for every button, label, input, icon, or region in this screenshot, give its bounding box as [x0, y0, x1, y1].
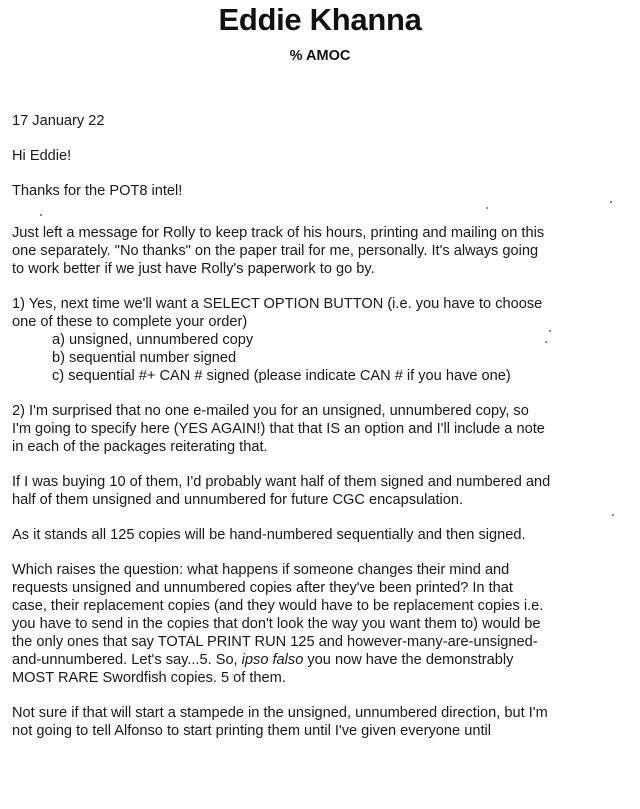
- letter-date: 17 January 22: [12, 113, 105, 129]
- paragraph-line: Which raises the question: what happens if someone changes their mind and: [12, 562, 510, 578]
- paragraph-select-option: [12, 295, 634, 385]
- paragraph-question: [12, 561, 634, 687]
- paragraph-surprised: [12, 402, 634, 456]
- italic-phrase: ipso falso: [241, 652, 304, 668]
- paragraph-line: requests unsigned and unnumbered copies after they've been printed? In that: [12, 580, 513, 596]
- paragraph-as-it-stands: [12, 526, 634, 544]
- paragraph-line: half of them unsigned and unnumbered for future CGC encapsulation.: [12, 492, 464, 508]
- option-item-a: a) unsigned, unnumbered copy: [52, 332, 254, 348]
- scan-speck: [610, 201, 612, 203]
- letter-body: [12, 112, 634, 757]
- text-run: and-unnumbered. Let's say...5. So,: [12, 652, 242, 668]
- paragraph-buying: [12, 473, 634, 509]
- letter-greeting: Hi Eddie!: [12, 148, 72, 164]
- paragraph-line: As it stands all 125 copies will be hand-numbered sequentially and then signed.: [12, 527, 526, 543]
- paragraph-line: in each of the packages reiterating that.: [12, 439, 268, 455]
- scan-speck: [545, 341, 547, 343]
- paragraph-line: Not sure if that will start a stampede in the unsigned, unnumbered direction, but I'm: [12, 705, 548, 721]
- paragraph-line: case, their replacement copies (and they would have to be replacement copies i.e.: [12, 598, 544, 614]
- paragraph-line: MOST RARE Swordfish copies. 5 of them.: [12, 670, 286, 686]
- paragraph-line: 2) I'm surprised that no one e-mailed you for an unsigned, unnumbered copy, so: [12, 403, 529, 419]
- paragraph-line: one separately. "No thanks" on the paper trail for me, personally. It's always going: [12, 243, 539, 259]
- paragraph-line: If I was buying 10 of them, I'd probably want half of them signed and numbered and: [12, 474, 551, 490]
- paragraph-line: one of these to complete your order): [12, 314, 248, 330]
- paragraph-line: the only ones that say TOTAL PRINT RUN 125 and however-many-are-unsigned-: [12, 634, 538, 650]
- paragraph-stampede: [12, 704, 634, 740]
- option-item-b: b) sequential number signed: [52, 350, 237, 366]
- scan-speck: [549, 330, 551, 332]
- scan-speck: [612, 514, 614, 516]
- paragraph-line: [12, 651, 634, 669]
- paragraph-line: I'm going to specify here (YES AGAIN!) that that IS an option and I'll include a note: [12, 421, 545, 437]
- text-run: you now have the demonstrably: [303, 652, 514, 668]
- letterhead-name: Eddie Khanna: [218, 2, 422, 37]
- paragraph-line: to work better if we just have Rolly's paperwork to go by.: [12, 261, 375, 277]
- paragraph-line: you have to send in the copies that don't look the way you want them to) would be: [12, 616, 541, 632]
- letter-thanks: Thanks for the POT8 intel!: [12, 183, 183, 199]
- option-item-c: c) sequential #+ CAN # signed (please indicate CAN # if you have one): [52, 368, 511, 384]
- paragraph-message: [12, 224, 634, 278]
- letterhead-subtitle: % AMOC: [289, 48, 351, 64]
- scan-speck: [486, 207, 488, 209]
- paragraph-line: not going to tell Alfonso to start printing them until I've given everyone until: [12, 723, 491, 739]
- paragraph-line: 1) Yes, next time we'll want a SELECT OPTION BUTTON (i.e. you have to choose: [12, 296, 543, 312]
- scan-speck: [40, 214, 42, 216]
- paragraph-line: Just left a message for Rolly to keep track of his hours, printing and mailing on this: [12, 225, 545, 241]
